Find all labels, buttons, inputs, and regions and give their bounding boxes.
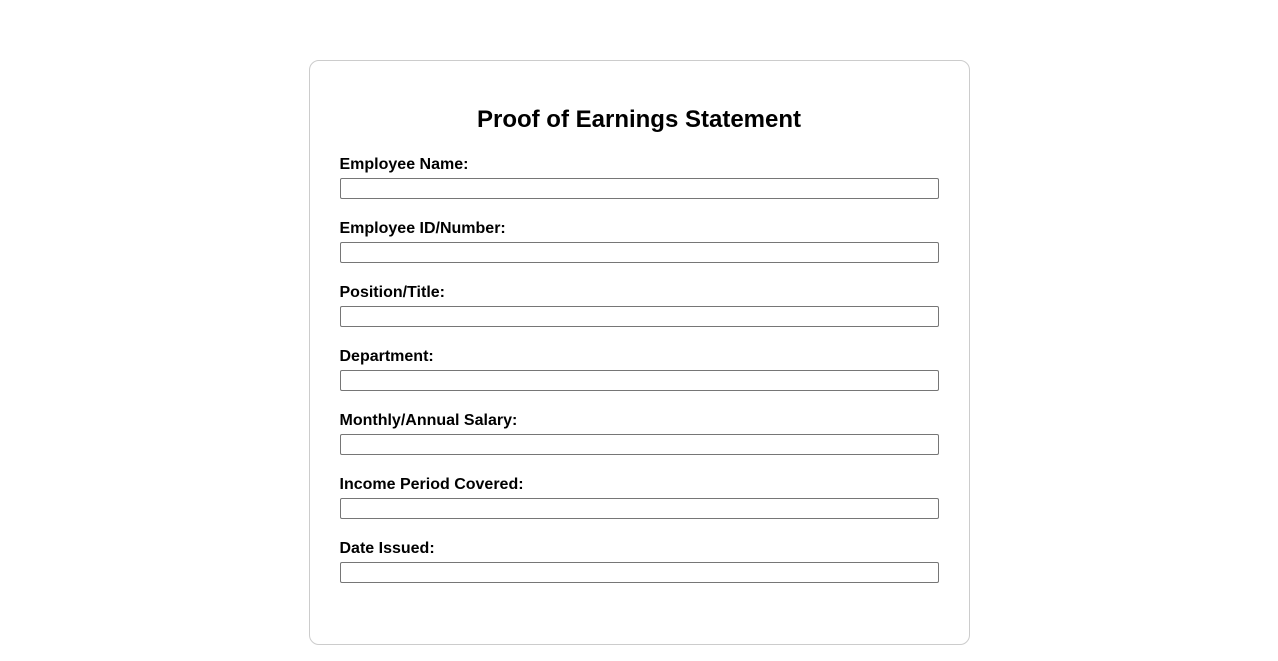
employee-id-label: Employee ID/Number: xyxy=(339,220,506,237)
date-issued-input[interactable] xyxy=(340,562,939,583)
field-employee-id xyxy=(340,220,939,263)
date-issued-label: Date Issued: xyxy=(339,540,435,557)
position-title-input[interactable] xyxy=(340,306,939,327)
department-label: Department: xyxy=(339,348,434,365)
proof-of-earnings-form-card xyxy=(309,60,970,645)
field-salary xyxy=(340,412,939,455)
employee-name-label: Employee Name: xyxy=(339,156,469,173)
field-income-period xyxy=(340,476,939,519)
employee-name-input[interactable] xyxy=(340,178,939,199)
department-input[interactable] xyxy=(340,370,939,391)
salary-label: Monthly/Annual Salary: xyxy=(339,412,518,429)
field-employee-name xyxy=(340,156,939,199)
field-department xyxy=(340,348,939,391)
employee-id-input[interactable] xyxy=(340,242,939,263)
income-period-label: Income Period Covered: xyxy=(339,476,524,493)
income-period-input[interactable] xyxy=(340,498,939,519)
position-title-label: Position/Title: xyxy=(339,284,445,301)
field-date-issued xyxy=(340,540,939,583)
field-position-title xyxy=(340,284,939,327)
form-title: Proof of Earnings Statement xyxy=(476,106,802,133)
salary-input[interactable] xyxy=(340,434,939,455)
